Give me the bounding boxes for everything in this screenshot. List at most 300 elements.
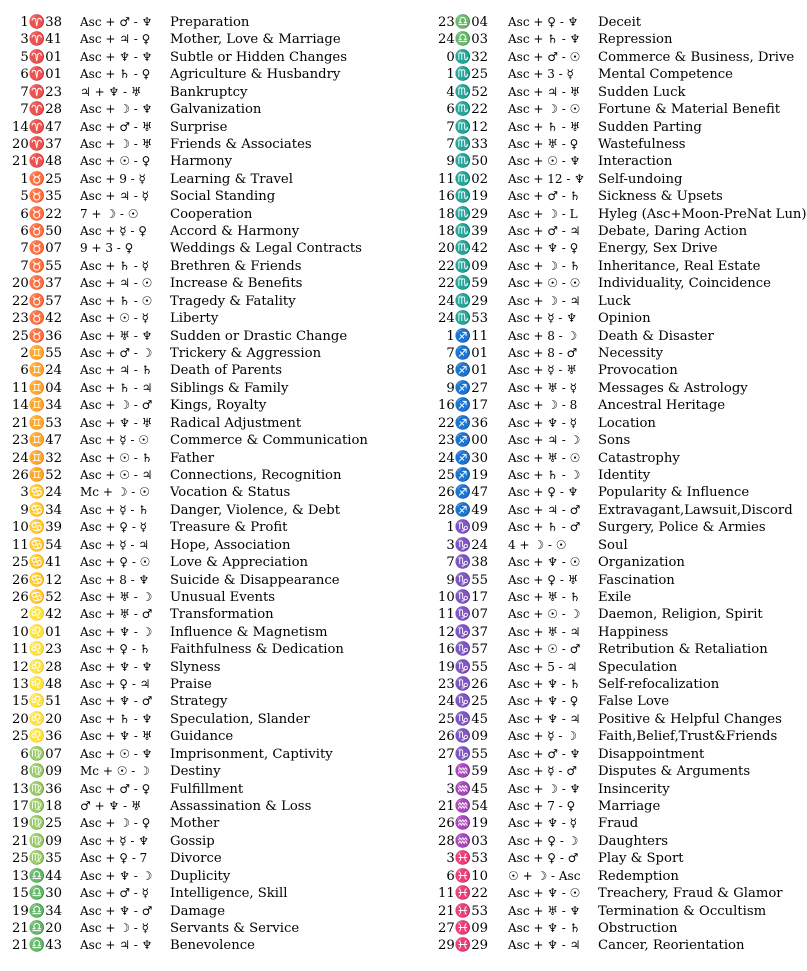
zodiac-position: 18♏29: [438, 206, 488, 222]
zodiac-position: 26♋52: [12, 589, 62, 605]
zodiac-position: 6♈01: [20, 67, 62, 83]
table-row: [430, 885, 805, 902]
part-name: Surprise: [170, 119, 228, 135]
part-name: Necessity: [598, 346, 664, 362]
part-formula: Asc + ♄ - ☉: [80, 293, 153, 308]
table-row: [430, 223, 805, 240]
zodiac-position: 23♊47: [12, 433, 62, 449]
part-formula: Asc + ♄ - ☿: [80, 258, 150, 273]
part-formula: Asc + ♆ - ☽: [80, 624, 153, 639]
zodiac-position: 21♎43: [12, 938, 62, 954]
part-name: Termination & Occultism: [598, 903, 767, 919]
table-row: [10, 153, 400, 170]
part-formula: Asc + 8 - ☽: [508, 328, 578, 343]
table-row: [430, 450, 805, 467]
zodiac-position: 23♑26: [438, 677, 488, 693]
table-row: [430, 101, 805, 118]
zodiac-position: 11♏02: [438, 171, 488, 187]
table-row: [430, 676, 805, 693]
part-formula: Asc + ♄ - ♆: [80, 711, 153, 726]
zodiac-position: 20♌20: [12, 711, 62, 727]
part-formula: Asc + ☽ - ♅: [80, 136, 153, 151]
table-row: [430, 49, 805, 66]
zodiac-position: 25♉36: [12, 328, 62, 344]
table-row: [430, 781, 805, 798]
zodiac-position: 22♉57: [12, 293, 62, 309]
part-formula: Asc + ♆ - ☉: [508, 555, 581, 570]
part-name: Tragedy & Fatality: [170, 293, 296, 309]
part-name: Death & Disaster: [598, 328, 714, 344]
zodiac-position: 6♏22: [446, 102, 488, 118]
table-row: [430, 815, 805, 832]
table-row: [430, 606, 805, 623]
part-name: Fulfillment: [170, 781, 244, 797]
part-name: Commerce & Communication: [170, 433, 368, 449]
part-formula: Asc + 9 - ☿: [80, 171, 146, 186]
part-formula: Asc + ♀ - ☉: [80, 555, 151, 570]
zodiac-position: 23♉42: [12, 311, 62, 327]
table-row: [430, 275, 805, 292]
table-row: [10, 624, 400, 641]
table-row: [430, 502, 805, 519]
part-name: Identity: [598, 467, 651, 483]
table-row: [430, 554, 805, 571]
zodiac-position: 7♈28: [20, 102, 62, 118]
part-formula: Asc + ♅ - ♀: [508, 136, 579, 151]
table-row: [10, 659, 400, 676]
part-name: Gossip: [170, 833, 215, 849]
part-name: Catastrophy: [598, 450, 680, 466]
zodiac-position: 24♎03: [438, 32, 488, 48]
part-name: Damage: [170, 903, 226, 919]
part-name: Self-refocalization: [598, 677, 720, 693]
part-name: Energy, Sex Drive: [598, 241, 718, 257]
zodiac-position: 1♑09: [446, 520, 488, 536]
table-row: [430, 937, 805, 954]
table-row: [10, 502, 400, 519]
part-name: Transformation: [170, 607, 274, 623]
part-formula: ♂ + ♆ - ♅: [80, 798, 142, 813]
part-formula: Asc + ♅ - ☉: [508, 450, 581, 465]
part-name: Speculation: [598, 659, 678, 675]
zodiac-position: 10♋39: [12, 520, 62, 536]
zodiac-position: 6♉50: [20, 224, 62, 240]
table-row: [430, 746, 805, 763]
part-name: Opinion: [598, 311, 651, 327]
table-row: [430, 136, 805, 153]
part-formula: Asc + ☽ - ♆: [80, 102, 153, 117]
zodiac-position: 13♍36: [12, 781, 62, 797]
table-row: [10, 101, 400, 118]
table-row: [10, 49, 400, 66]
part-name: Influence & Magnetism: [170, 624, 328, 640]
zodiac-position: 19♑55: [438, 659, 488, 675]
zodiac-position: 27♑55: [438, 746, 488, 762]
part-formula: Asc + ☉ - ♆: [80, 746, 153, 761]
part-formula: ☉ + ☽ - Asc: [508, 868, 581, 883]
part-formula: Asc + ♆ - ♀: [508, 241, 579, 256]
zodiac-position: 7♉55: [20, 258, 62, 274]
part-formula: Asc + ♄ - ♆: [508, 32, 581, 47]
zodiac-position: 17♍18: [12, 798, 62, 814]
part-name: Learning & Travel: [170, 171, 293, 187]
part-name: Brethren & Friends: [170, 258, 302, 274]
part-formula: Asc + ♆ - ♅: [80, 415, 153, 430]
zodiac-position: 3♋24: [20, 485, 62, 501]
zodiac-position: 12♑37: [438, 624, 488, 640]
part-formula: Asc + ♆ - ♄: [508, 920, 581, 935]
part-name: Interaction: [598, 154, 673, 170]
part-name: Soul: [598, 537, 628, 553]
zodiac-position: 12♌28: [12, 659, 62, 675]
part-formula: Asc + ♀ - ☽: [508, 833, 579, 848]
table-row: [10, 693, 400, 710]
zodiac-position: 7♏12: [446, 119, 488, 135]
part-name: Fortune & Material Benefit: [598, 102, 781, 118]
part-formula: Asc + ♀ - ♆: [508, 15, 579, 29]
table-row: [10, 676, 400, 693]
part-name: Cooperation: [170, 206, 253, 222]
part-name: Guidance: [170, 729, 234, 745]
zodiac-position: 6♓10: [446, 868, 488, 884]
part-formula: Asc + ♅ - ♃: [508, 624, 581, 639]
table-row: [10, 833, 400, 850]
zodiac-position: 29♓29: [438, 938, 488, 954]
table-row: [10, 362, 400, 379]
table-row: [10, 711, 400, 728]
part-formula: Asc + ♂ - ♆: [508, 746, 581, 761]
part-name: Retribution & Retaliation: [598, 642, 768, 658]
part-name: Individuality, Coincidence: [598, 276, 771, 292]
part-formula: Asc + ♃ - ♄: [80, 363, 153, 378]
part-name: Social Standing: [170, 189, 276, 205]
table-row: [430, 728, 805, 745]
part-name: Location: [598, 415, 656, 431]
part-formula: Asc + ♅ - ☿: [508, 380, 578, 395]
part-name: Sons: [598, 433, 631, 449]
zodiac-position: 11♑07: [438, 607, 488, 623]
part-name: Danger, Violence, & Debt: [170, 502, 340, 518]
zodiac-position: 26♊52: [12, 467, 62, 483]
table-row: [10, 84, 400, 101]
zodiac-position: 26♐47: [438, 485, 488, 501]
table-row: [10, 310, 400, 327]
part-formula: Asc + ♀ - ☿: [80, 520, 148, 535]
part-name: Mother, Love & Marriage: [170, 32, 341, 48]
part-formula: Asc + ♄ - ♀: [80, 67, 151, 82]
part-name: Wastefulness: [598, 136, 686, 152]
table-row: [430, 711, 805, 728]
part-name: Divorce: [170, 851, 222, 867]
part-formula: Asc + ☽ - 8: [508, 398, 578, 413]
table-row: [430, 589, 805, 606]
part-name: Insincerity: [598, 781, 670, 797]
table-row: [430, 641, 805, 658]
part-formula: Asc + ☉ - ♀: [80, 154, 151, 169]
zodiac-position: 26♋12: [12, 572, 62, 588]
part-name: Sickness & Upsets: [598, 189, 723, 205]
table-row: [10, 903, 400, 920]
zodiac-position: 1♉25: [20, 171, 62, 187]
table-row: [430, 624, 805, 641]
table-row: [430, 31, 805, 48]
table-row: [430, 171, 805, 188]
part-formula: Asc + ♂ - ☽: [80, 346, 153, 361]
table-row: [430, 153, 805, 170]
part-formula: Asc + ☽ - ☉: [508, 102, 581, 117]
table-row: [10, 258, 400, 275]
part-name: Organization: [598, 555, 685, 571]
part-name: Liberty: [170, 311, 219, 327]
part-formula: 4 + ☽ - ☉: [508, 537, 567, 552]
table-row: [10, 589, 400, 606]
table-row: [430, 850, 805, 867]
part-name: Connections, Recognition: [170, 467, 342, 483]
table-row: [10, 206, 400, 223]
part-name: Luck: [598, 293, 631, 309]
part-formula: Asc + ☽ - L: [508, 206, 578, 221]
table-row: [10, 885, 400, 902]
zodiac-position: 5♈01: [20, 49, 62, 65]
zodiac-position: 27♓09: [438, 920, 488, 936]
table-row: [10, 868, 400, 885]
part-name: Mental Competence: [598, 67, 733, 83]
table-row: [10, 781, 400, 798]
zodiac-position: 1♐11: [446, 328, 488, 344]
part-name: Happiness: [598, 624, 669, 640]
part-formula: Asc + ☿ - ♅: [508, 363, 578, 378]
part-name: Play & Sport: [598, 851, 684, 867]
zodiac-position: 6♊24: [20, 363, 62, 379]
table-row: [430, 519, 805, 536]
table-row: [10, 240, 400, 257]
table-row: [430, 467, 805, 484]
part-formula: Asc + ☽ - ☿: [80, 920, 150, 935]
zodiac-position: 25♋41: [12, 555, 62, 571]
table-row: [10, 728, 400, 745]
part-formula: Asc + ♆ - ☿: [508, 816, 578, 831]
zodiac-position: 5♉35: [20, 189, 62, 205]
zodiac-position: 20♉37: [12, 276, 62, 292]
zodiac-position: 24♐30: [438, 450, 488, 466]
table-row: [10, 606, 400, 623]
part-formula: Asc + ☉ - ♃: [80, 467, 153, 482]
zodiac-position: 2♌42: [20, 607, 62, 623]
part-formula: Asc + ♅ - ♆: [80, 328, 153, 343]
part-formula: Asc + ♃ - ♆: [80, 938, 153, 953]
table-row: [10, 850, 400, 867]
table-row: [430, 293, 805, 310]
zodiac-position: 9♋34: [20, 502, 62, 518]
zodiac-position: 25♍35: [12, 851, 62, 867]
zodiac-position: 3♒45: [446, 781, 488, 797]
zodiac-position: 15♎30: [12, 886, 62, 902]
part-name: Treachery, Fraud & Glamor: [598, 886, 783, 902]
part-formula: Asc + 7 - ♀: [508, 798, 576, 813]
table-row: [10, 171, 400, 188]
zodiac-position: 13♌48: [12, 677, 62, 693]
part-formula: Asc + ♅ - ♂: [80, 607, 153, 622]
part-formula: Asc + ♃ - ☽: [508, 433, 581, 448]
part-name: Popularity & Influence: [598, 485, 750, 501]
zodiac-position: 25♐19: [438, 467, 488, 483]
part-name: False Love: [598, 694, 670, 710]
part-formula: Asc + ♂ - ☿: [80, 886, 150, 901]
part-name: Repression: [598, 32, 673, 48]
part-name: Faithfulness & Dedication: [170, 642, 344, 658]
part-name: Slyness: [170, 659, 221, 675]
part-formula: Asc + ♄ - ♂: [508, 520, 581, 535]
zodiac-position: 7♉07: [20, 241, 62, 257]
part-formula: Mc + ☉ - ☽: [80, 764, 150, 779]
part-name: Hyleg (Asc+Moon-PreNat Lun): [598, 206, 807, 222]
part-name: Speculation, Slander: [170, 711, 310, 727]
table-row: [10, 450, 400, 467]
part-formula: Asc + ♃ - ♂: [508, 502, 581, 517]
part-name: Kings, Royalty: [170, 398, 267, 414]
part-formula: Asc + ☽ - ♀: [80, 816, 151, 831]
table-row: [430, 380, 805, 397]
part-formula: Asc + ♃ - ☉: [80, 276, 153, 291]
zodiac-position: 6♉22: [20, 206, 62, 222]
part-name: Fraud: [598, 816, 639, 832]
zodiac-position: 11♋54: [12, 537, 62, 553]
part-name: Weddings & Legal Contracts: [170, 241, 362, 257]
part-name: Praise: [170, 677, 212, 693]
zodiac-position: 11♓22: [438, 886, 488, 902]
zodiac-position: 6♍07: [20, 746, 62, 762]
part-name: Trickery & Aggression: [170, 346, 322, 362]
zodiac-position: 9♑55: [446, 572, 488, 588]
part-formula: Asc + ♄ - ♃: [80, 380, 153, 395]
zodiac-position: 3♑24: [446, 537, 488, 553]
zodiac-position: 18♏39: [438, 224, 488, 240]
part-name: Fascination: [598, 572, 675, 588]
part-formula: Asc + ♆ - ♆: [80, 49, 153, 64]
table-row: [430, 240, 805, 257]
part-name: Obstruction: [598, 920, 678, 936]
zodiac-position: 22♐36: [438, 415, 488, 431]
part-formula: Asc + ♂ - ☉: [508, 49, 581, 64]
part-name: Accord & Harmony: [170, 224, 300, 240]
part-name: Commerce & Business, Drive: [598, 49, 795, 65]
part-name: Sudden Parting: [598, 119, 702, 135]
zodiac-position: 7♈23: [20, 84, 62, 100]
table-row: [430, 66, 805, 83]
part-name: Suicide & Disappearance: [170, 572, 340, 588]
part-name: Benevolence: [170, 938, 255, 954]
part-name: Servants & Service: [170, 920, 300, 936]
zodiac-position: 21♎20: [12, 920, 62, 936]
table-row: [10, 275, 400, 292]
part-formula: Asc + ☽ - ♂: [80, 398, 153, 413]
zodiac-position: 16♑57: [438, 642, 488, 658]
part-formula: Asc + ♃ - ♀: [80, 32, 151, 47]
zodiac-position: 21♓53: [438, 903, 488, 919]
table-row: [430, 258, 805, 275]
table-row: [10, 537, 400, 554]
left-column: [10, 14, 400, 955]
zodiac-position: 20♈37: [12, 136, 62, 152]
zodiac-position: 7♐01: [446, 346, 488, 362]
part-formula: Asc + ☿ - ♄: [80, 502, 150, 517]
part-formula: Asc + 12 - ♆: [508, 171, 585, 186]
table-row: [430, 119, 805, 136]
part-formula: Asc + ♀ - ♄: [80, 642, 151, 657]
zodiac-position: 13♎44: [12, 868, 62, 884]
part-name: Harmony: [170, 154, 233, 170]
part-name: Deceit: [598, 15, 642, 30]
table-row: [430, 432, 805, 449]
part-formula: Asc + 8 - ♆: [80, 572, 150, 587]
zodiac-position: 7♑38: [446, 555, 488, 571]
table-row: [10, 920, 400, 937]
table-row: [430, 833, 805, 850]
zodiac-position: 20♏42: [438, 241, 488, 257]
table-row: [10, 66, 400, 83]
part-formula: Asc + 5 - ♃: [508, 659, 578, 674]
table-row: [430, 415, 805, 432]
part-formula: Asc + ♆ - ☿: [508, 415, 578, 430]
part-name: Extravagant,Lawsuit,Discord: [598, 502, 793, 518]
zodiac-position: 14♊34: [12, 398, 62, 414]
part-formula: Asc + ♆ - ♃: [508, 711, 581, 726]
table-row: [10, 798, 400, 815]
table-row: [10, 31, 400, 48]
zodiac-position: 21♊53: [12, 415, 62, 431]
table-row: [10, 223, 400, 240]
table-row: [10, 119, 400, 136]
table-row: [430, 328, 805, 345]
part-formula: Asc + ♅ - ♄: [508, 589, 581, 604]
part-name: Faith,Belief,Trust&Friends: [598, 729, 778, 745]
table-row: [10, 415, 400, 432]
table-row: [10, 136, 400, 153]
table-row: [10, 815, 400, 832]
part-name: Preparation: [170, 15, 250, 30]
table-row: [430, 572, 805, 589]
table-row: [10, 14, 400, 31]
part-name: Galvanization: [170, 102, 262, 118]
part-formula: Asc + ♀ - ♃: [80, 677, 151, 692]
table-row: [10, 746, 400, 763]
part-formula: ♃ + ♆ - ♅: [80, 84, 142, 99]
part-name: Friends & Associates: [170, 136, 312, 152]
part-name: Bankruptcy: [170, 84, 248, 100]
part-name: Unusual Events: [170, 589, 276, 605]
table-row: [10, 397, 400, 414]
zodiac-position: 24♑25: [438, 694, 488, 710]
zodiac-position: 23♐00: [438, 433, 488, 449]
zodiac-position: 11♊04: [12, 380, 62, 396]
part-name: Treasure & Profit: [170, 520, 288, 536]
part-name: Increase & Benefits: [170, 276, 303, 292]
table-row: [430, 484, 805, 501]
zodiac-position: 16♏19: [438, 189, 488, 205]
zodiac-position: 7♏33: [446, 136, 488, 152]
zodiac-position: 2♊55: [20, 346, 62, 362]
part-name: Disappointment: [598, 746, 705, 762]
table-row: [10, 572, 400, 589]
table-row: [430, 362, 805, 379]
table-row: [430, 345, 805, 362]
zodiac-position: 4♏52: [446, 84, 488, 100]
part-formula: Asc + ♂ - ♅: [80, 119, 153, 134]
part-formula: Asc + ☉ - ☿: [80, 311, 150, 326]
table-row: [430, 693, 805, 710]
zodiac-position: 11♌23: [12, 642, 62, 658]
part-name: Sudden or Drastic Change: [170, 328, 348, 344]
